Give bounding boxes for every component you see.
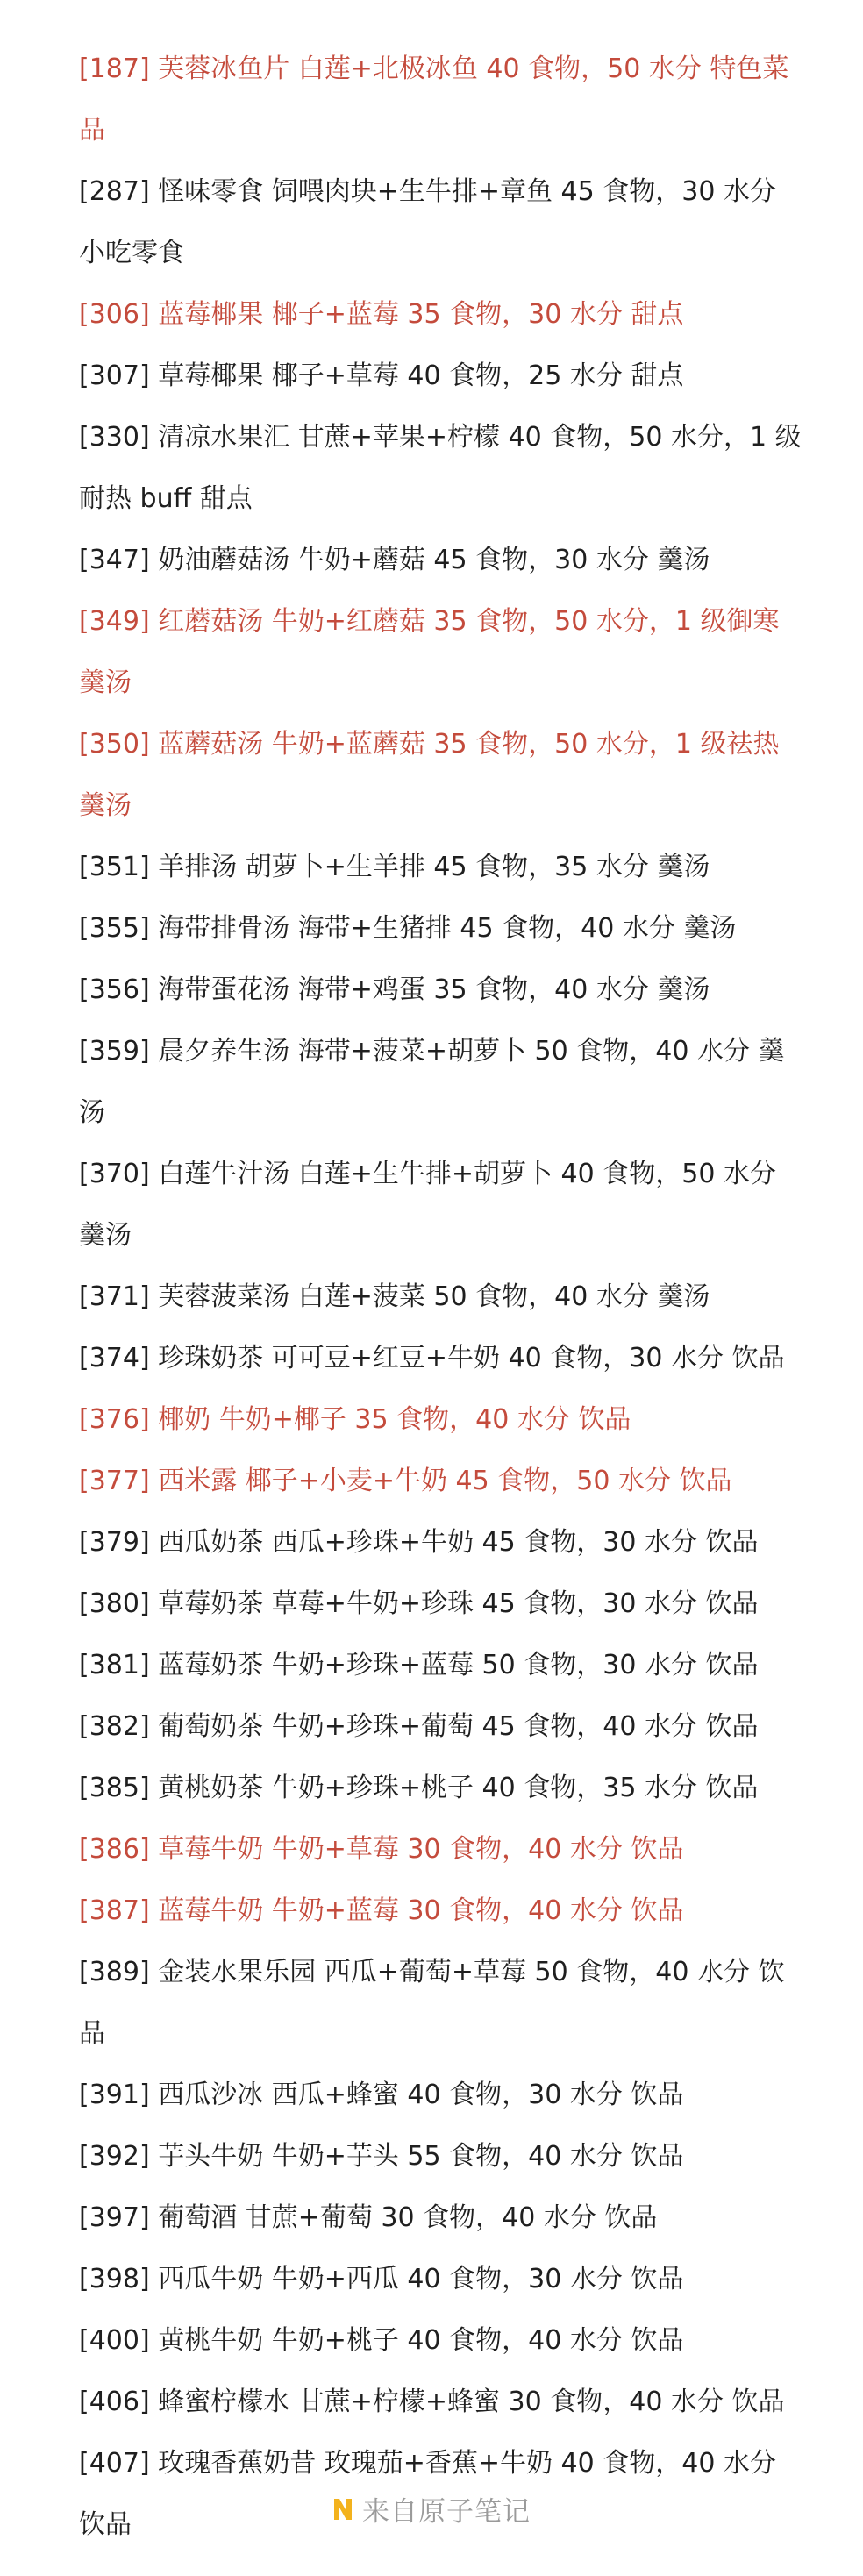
- recipe-entry: [387] 蓝莓牛奶 牛奶+蓝莓 30 食物，40 水分 饮品: [79, 1895, 684, 1926]
- recipe-entry: [287] 怪味零食 饲喂肉块+生牛排+章鱼 45 食物，30 水分 小吃零食: [79, 176, 776, 268]
- recipe-entry: [389] 金装水果乐园 西瓜+葡萄+草莓 50 食物，40 水分 饮品: [79, 1957, 785, 2049]
- recipe-entry: [347] 奶油蘑菇汤 牛奶+蘑菇 45 食物，30 水分 羹汤: [79, 545, 710, 575]
- recipe-entry: [371] 芙蓉菠菜汤 白莲+菠菜 50 食物，40 水分 羹汤: [79, 1281, 710, 1312]
- recipe-entry: [376] 椰奶 牛奶+椰子 35 食物，40 水分 饮品: [79, 1404, 631, 1435]
- recipe-entry: [330] 清凉水果汇 甘蔗+苹果+柠檬 40 食物，50 水分，1 级耐热 buff 甜点: [79, 422, 802, 514]
- recipe-entry: [380] 草莓奶茶 草莓+牛奶+珍珠 45 食物，30 水分 饮品: [79, 1588, 759, 1619]
- recipe-entry: [406] 蜂蜜柠檬水 甘蔗+柠檬+蜂蜜 30 食物，40 水分 饮品: [79, 2387, 785, 2417]
- recipe-entry: [397] 葡萄酒 甘蔗+葡萄 30 食物，40 水分 饮品: [79, 2202, 658, 2233]
- recipe-entry: [307] 草莓椰果 椰子+草莓 40 食物，25 水分 甜点: [79, 360, 684, 391]
- recipe-entry: [391] 西瓜沙冰 西瓜+蜂蜜 40 食物，30 水分 饮品: [79, 2080, 684, 2110]
- recipe-entry: [370] 白莲牛汁汤 白莲+生牛排+胡萝卜 40 食物，50 水分 羹汤: [79, 1159, 776, 1251]
- app-watermark: [0, 2489, 863, 2529]
- watermark-text: 来自原子笔记: [362, 2496, 531, 2528]
- recipe-entry: [350] 蓝蘑菇汤 牛奶+蓝蘑菇 35 食物，50 水分，1 级祛热 羹汤: [79, 729, 780, 821]
- recipe-list: [79, 39, 807, 2556]
- note-logo-icon: [332, 2497, 353, 2522]
- recipe-entry: [392] 芋头牛奶 牛奶+芋头 55 食物，40 水分 饮品: [79, 2141, 684, 2172]
- recipe-entry: [407] 玫瑰香蕉奶昔 玫瑰茄+香蕉+牛奶 40 食物，40 水分 饮品: [79, 2448, 776, 2540]
- recipe-entry: [386] 草莓牛奶 牛奶+草莓 30 食物，40 水分 饮品: [79, 1834, 684, 1865]
- recipe-entry: [377] 西米露 椰子+小麦+牛奶 45 食物，50 水分 饮品: [79, 1466, 732, 1496]
- recipe-entry: [356] 海带蛋花汤 海带+鸡蛋 35 食物，40 水分 羹汤: [79, 974, 710, 1005]
- recipe-entry: [398] 西瓜牛奶 牛奶+西瓜 40 食物，30 水分 饮品: [79, 2264, 684, 2294]
- recipe-entry: [381] 蓝莓奶茶 牛奶+珍珠+蓝莓 50 食物，30 水分 饮品: [79, 1650, 759, 1680]
- recipe-entry: [400] 黄桃牛奶 牛奶+桃子 40 食物，40 水分 饮品: [79, 2325, 684, 2356]
- recipe-entry: [355] 海带排骨汤 海带+生猪排 45 食物，40 水分 羹汤: [79, 913, 737, 944]
- recipe-entry: [374] 珍珠奶茶 可可豆+红豆+牛奶 40 食物，30 水分 饮品: [79, 1343, 785, 1374]
- recipe-entry: [359] 晨夕养生汤 海带+菠菜+胡萝卜 50 食物，40 水分 羹汤: [79, 1036, 785, 1128]
- recipe-entry: [187] 芙蓉冰鱼片 白莲+北极冰鱼 40 食物，50 水分 特色菜品: [79, 54, 789, 146]
- recipe-entry: [306] 蓝莓椰果 椰子+蓝莓 35 食物，30 水分 甜点: [79, 299, 684, 330]
- recipe-entry: [379] 西瓜奶茶 西瓜+珍珠+牛奶 45 食物，30 水分 饮品: [79, 1527, 759, 1558]
- recipe-entry: [385] 黄桃奶茶 牛奶+珍珠+桃子 40 食物，35 水分 饮品: [79, 1773, 759, 1803]
- recipe-entry: [349] 红蘑菇汤 牛奶+红蘑菇 35 食物，50 水分，1 级御寒 羹汤: [79, 606, 780, 698]
- recipe-entry: [382] 葡萄奶茶 牛奶+珍珠+葡萄 45 食物，40 水分 饮品: [79, 1711, 759, 1742]
- recipe-entry: [351] 羊排汤 胡萝卜+生羊排 45 食物，35 水分 羹汤: [79, 852, 710, 882]
